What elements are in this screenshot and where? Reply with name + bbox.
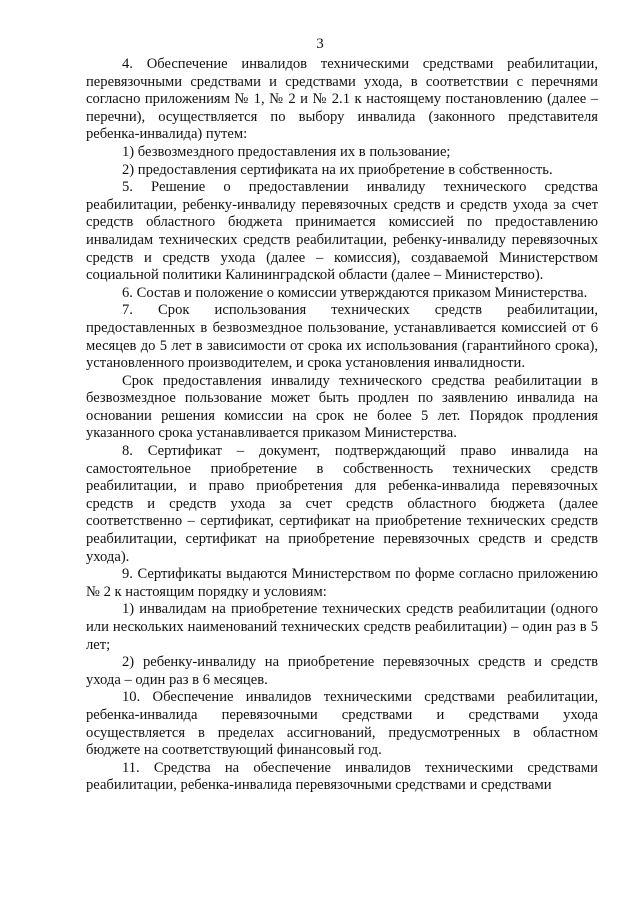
paragraph-7-continuation: Срок предоставления инвалиду технического средства реабилитации в безвозмездное пользование может быть продлен по заявлению инвалида на основании решения комиссии на срок не более 5 лет. Порядок продления указанного срока устанавливается приказом Министерства. (86, 372, 598, 442)
page-number: 3 (316, 36, 324, 52)
document-body (86, 56, 598, 795)
paragraph-5: 5. Решение о предоставлении инвалиду технического средства реабилитации, ребенку-инвалиду перевязочных средств и средств ухода за счет средств областного бюджета принимается комиссией по предоставлению инвалидам технических средств реабилитации, ребенку-инвалиду перевязочных средств и средств ухода (далее – комиссия), создаваемой Министерством социальной политики Калининградской области (далее – Министерство). (86, 179, 598, 284)
paragraph-8: 8. Сертификат – документ, подтверждающий право инвалида на самостоятельное приобретение в собственность технических средств реабилитации, и право приобретения для ребенка-инвалида перевязочных средств и средств ухода за счет средств областного бюджета (далее соответственно – сертификат, сертификат на приобретение технических средств реабилитации, сертификат на приобретение перевязочных средств и средств ухода). (86, 443, 598, 565)
paragraph-11: 11. Средства на обеспечение инвалидов техническими средствами реабилитации, ребенка-инвалида перевязочными средствами и средствами (86, 759, 598, 794)
paragraph-4-item-2: 2) предоставления сертификата на их приобретение в собственность. (122, 161, 553, 178)
paragraph-4: 4. Обеспечение инвалидов техническими средствами реабилитации, перевязочными средствами и средствами ухода, в соответствии с перечнями согласно приложениям № 1, № 2 и № 2.1 к настоящему постановлению (далее – перечни), осуществляется по выбору инвалида (законного представителя ребенка-инвалида) путем: (86, 56, 598, 143)
paragraph-10: 10. Обеспечение инвалидов техническими средствами реабилитации, ребенка-инвалида перевязочными средствами и средствами ухода осуществляется в пределах ассигнований, предусмотренных в областном бюджете на соответствующий финансовый год. (86, 689, 598, 759)
paragraph-9-item-1: 1) инвалидам на приобретение технических средств реабилитации (одного или нескольких наименований технических средств реабилитации) – один раз в 5 лет; (86, 601, 598, 653)
paragraph-9-item-2: 2) ребенку-инвалиду на приобретение перевязочных средств и средств ухода – один раз в 6 месяцев. (86, 654, 598, 688)
paragraph-7: 7. Срок использования технических средств реабилитации, предоставленных в безвозмездное пользование, устанавливается комиссией от 6 месяцев до 5 лет в зависимости от срока их использования (гарантийного срока), установленного производителем, и срока установления инвалидности. (86, 302, 598, 372)
paragraph-4-item-1: 1) безвозмездного предоставления их в пользование; (122, 143, 451, 160)
paragraph-9: 9. Сертификаты выдаются Министерством по форме согласно приложению № 2 к настоящим порядку и условиям: (86, 566, 598, 600)
paragraph-6: 6. Состав и положение о комиссии утверждаются приказом Министерства. (122, 284, 588, 301)
